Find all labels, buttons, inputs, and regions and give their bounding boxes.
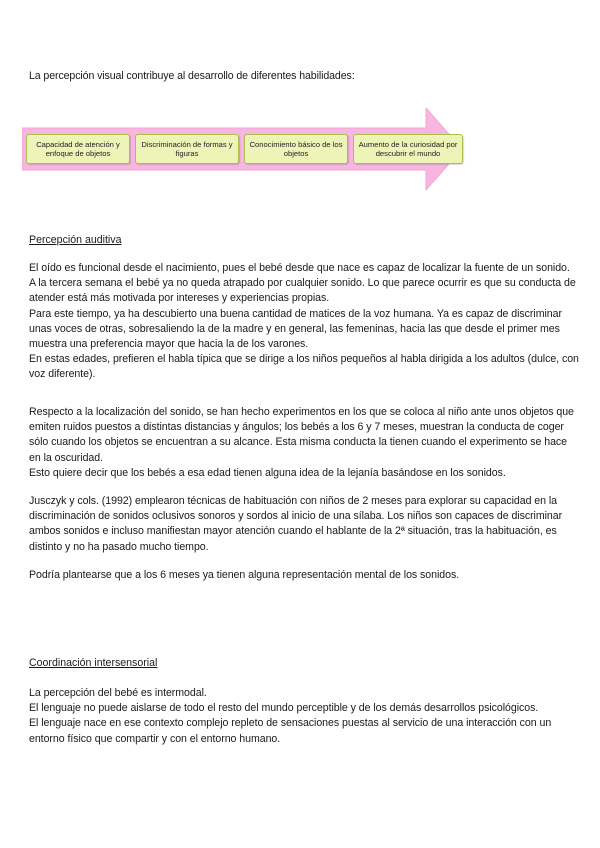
skill-box-discrimination: Discriminación de formas y figuras [135, 134, 239, 164]
auditiva-block-1 [29, 261, 579, 383]
skill-box-curiosity: Aumento de la curiosidad por descubrir el mundo [353, 134, 463, 164]
intersensorial-section [29, 686, 579, 747]
visual-perception-diagram [22, 108, 468, 190]
skill-box-knowledge: Conocimiento básico de los objetos [244, 134, 348, 164]
paragraph: El lenguaje no puede aislarse de todo el resto del mundo perceptible y de los demás desarrollos psicológicos. [29, 702, 539, 715]
skill-box-attention: Capacidad de atención y enfoque de objetos [26, 134, 130, 164]
paragraph: El oído es funcional desde el nacimiento, pues el bebé desde que nace es capaz de localizar la fuente de un sonido. [29, 262, 570, 274]
auditiva-section-3 [29, 494, 579, 555]
paragraph: En estas edades, prefieren el habla típica que se dirige a los niños pequeños al habla dirigida a los adultos (dulce, con voz diferente). [29, 353, 579, 381]
auditiva-section [29, 261, 579, 383]
paragraph: La percepción del bebé es intermodal. [29, 687, 207, 699]
intro-sentence: La percepción visual contribuye al desarrollo de diferentes habilidades: [29, 70, 355, 82]
auditiva-section-4 [29, 568, 579, 583]
paragraph: Podría plantearse que a los 6 meses ya tienen alguna representación mental de los sonidos. [29, 569, 460, 581]
heading-percepcion-auditiva: Percepción auditiva [29, 234, 122, 246]
paragraph: A la tercera semana el bebé ya no queda atrapado por cualquier sonido. Lo que parece ocurrir es que su conducta de atender está más motivada por intereses y experiencias propias. [29, 277, 576, 305]
auditiva-section-2 [29, 405, 579, 481]
paragraph: El lenguaje nace en ese contexto complejo repleto de sensaciones puestas al servicio de una interacción con un entorno físico que compartir y con el entorno humano. [29, 717, 552, 745]
heading-coordinacion-intersensorial: Coordinación intersensorial [29, 657, 158, 669]
paragraph: Para este tiempo, ya ha descubierto una buena cantidad de matices de la voz humana. Ya es capaz de discriminar unas voces de otras, sobresaliendo la de la madre y en general, las femeninas, hacia las que desde el primer mes muestra una preferencia mayor que hacia la de los varones. [29, 307, 562, 351]
paragraph: Respecto a la localización del sonido, se han hecho experimentos en los que se coloca al niño ante unos objetos que emiten ruidos puestos a distintas distancias y ángulos; los bebés a los 6 y 7 meses, muestran la conducta de coger sólo cuando los objetos se encuentran a su alcance. Esta misma conducta la tienen cuando el experimento se hace en la oscuridad. [29, 406, 574, 464]
paragraph: Esto quiere decir que los bebés a esa edad tienen alguna idea de la lejanía basándose en los sonidos. [29, 466, 506, 479]
paragraph: Jusczyk y cols. (1992) emplearon técnicas de habituación con niños de 2 meses para explorar su capacidad en la discriminación de sonidos oclusivos sonoros y sordos al inicio de una sílaba. Los niños son capaces de discriminar ambos sonidos e incluso manifiestan mayor atención cuando el hablante de la 2ª situación, tras la habituación, es distinto y no ha pasado mucho tiempo. [29, 495, 563, 553]
